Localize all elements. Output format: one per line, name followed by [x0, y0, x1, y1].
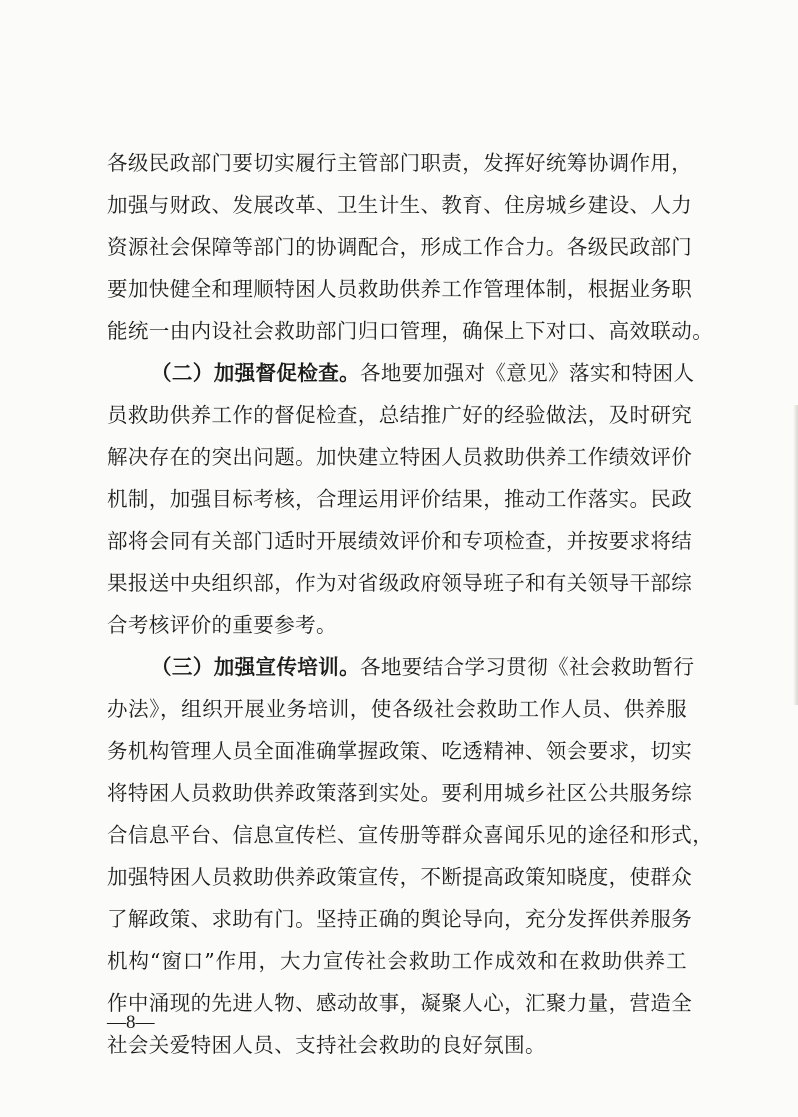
text-run: 各地要结合学习贯彻《社会救助暂行 [360, 655, 695, 679]
text-line: 果报送中央组织部，作为对省级政府领导班子和有关领导干部综 [107, 571, 693, 595]
text-line: 了解政策、求助有门。坚持正确的舆论导向，充分发挥供养服务 [107, 907, 693, 931]
text-line: 作中涌现的先进人物、感动故事，凝聚人心，汇聚力量，营造全 [107, 991, 693, 1015]
paragraph-first-line [107, 646, 695, 688]
text-line: 解决存在的突出问题。加快建立特困人员救助供养工作绩效评价 [107, 445, 693, 469]
paragraph-first-line [107, 352, 695, 394]
paragraph-2 [107, 352, 695, 646]
text-line: 机构“窗口”作用，大力宣传社会救助工作成效和在救助供养工 [107, 949, 687, 973]
text-line: 办法》，组织开展业务培训，使各级社会救助工作人员、供养服 [107, 697, 687, 721]
text-line: 要加快健全和理顺特困人员救助供养工作管理体制，根据业务职 [107, 277, 693, 301]
text-line: 务机构管理人员全面准确掌握政策、吃透精神、领会要求，切实 [107, 739, 693, 763]
document-body [107, 142, 714, 1066]
text-line: 将特困人员救助供养政策落到实处。要利用城乡社区公共服务综 [107, 781, 693, 805]
text-line: 资源社会保障等部门的协调配合，形成工作合力。各级民政部门 [107, 235, 693, 259]
text-line: 合信息平台、信息宣传栏、宣传册等群众喜闻乐见的途径和形式， [107, 823, 714, 847]
text-line: 机制，加强目标考核，合理运用评价结果，推动工作落实。民政 [107, 487, 693, 511]
text-run: 各地要加强对《意见》落实和特困人 [360, 361, 695, 385]
paragraph-1 [107, 142, 714, 352]
text-line: 加强与财政、发展改革、卫生计生、教育、住房城乡建设、人力 [107, 193, 693, 217]
page-number: —8— [107, 1012, 155, 1033]
text-line: 合考核评价的重要参考。 [107, 613, 337, 637]
text-line: 能统一由内设社会救助部门归口管理，确保上下对口、高效联动。 [107, 319, 714, 343]
text-line: 加强特困人员救助供养政策宣传，不断提高政策知晓度，使群众 [107, 865, 693, 889]
paragraph-3 [107, 646, 714, 1066]
text-line: 员救助供养工作的督促检查，总结推广好的经验做法，及时研究 [107, 403, 693, 427]
section-heading: （三）加强宣传培训。 [151, 655, 360, 679]
text-line: 社会关爱特困人员、支持社会救助的良好氛围。 [107, 1033, 546, 1057]
text-line: 部将会同有关部门适时开展绩效评价和专项检查，并按要求将结 [107, 529, 693, 553]
text-line: 各级民政部门要切实履行主管部门职责，发挥好统筹协调作用， [107, 151, 693, 175]
scan-edge-shadow [793, 405, 798, 705]
section-heading: （二）加强督促检查。 [151, 361, 360, 385]
